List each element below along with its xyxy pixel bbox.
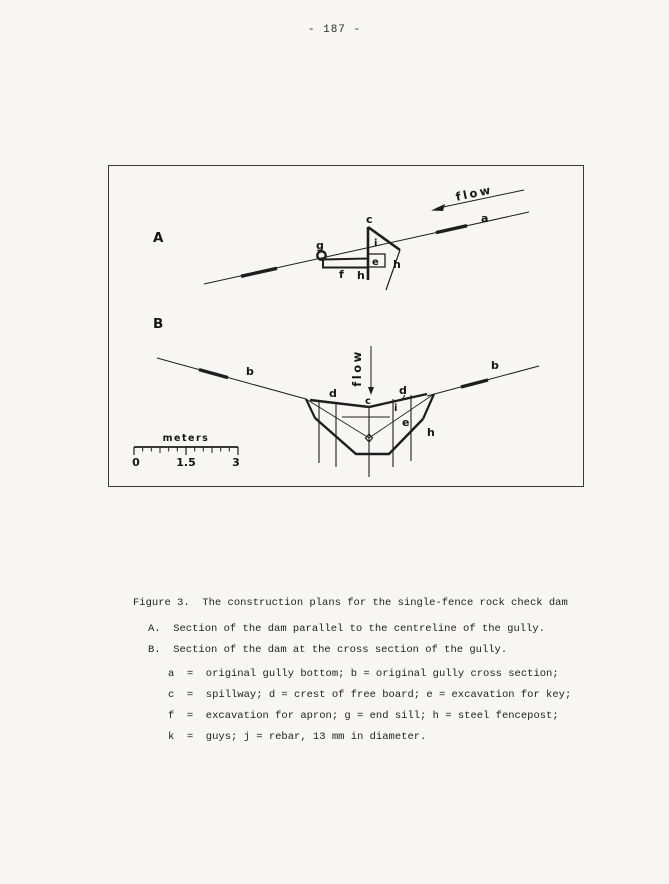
scale-tick-0: 0 bbox=[132, 456, 140, 469]
label-h-guy-a: h bbox=[393, 258, 401, 271]
label-b-right: b bbox=[491, 359, 499, 372]
label-f-a: f bbox=[339, 268, 344, 281]
panel-a-label: A bbox=[153, 230, 164, 246]
label-c-b: c bbox=[365, 396, 371, 407]
scale-tick-3: 3 bbox=[232, 456, 240, 469]
caption-item-a: A. Section of the dam parallel to the centreline of the gully. bbox=[148, 623, 545, 635]
figure-frame bbox=[108, 165, 584, 487]
figure-legend bbox=[168, 664, 571, 748]
label-e-a: e bbox=[372, 257, 379, 268]
slope-break-left bbox=[199, 370, 228, 378]
ground-break-left bbox=[241, 268, 277, 276]
page-number: - 187 - bbox=[307, 24, 362, 36]
gully-slope-left bbox=[157, 358, 306, 399]
panel-b-labels bbox=[153, 316, 499, 439]
label-b-left: b bbox=[246, 365, 254, 378]
slope-break-right bbox=[461, 380, 488, 387]
figure-drawing bbox=[109, 166, 583, 486]
scale-unit-label: meters bbox=[162, 433, 210, 444]
label-h-post-a: h bbox=[357, 269, 365, 282]
flow-label-a: flow bbox=[454, 182, 494, 204]
label-h-b: h bbox=[427, 426, 435, 439]
figure-caption-title: Figure 3. The construction plans for the single-fence rock check dam bbox=[133, 597, 568, 609]
caption-item-b: B. Section of the dam at the cross section of the gully. bbox=[148, 644, 508, 656]
legend-line-4: k = guys; j = rebar, 13 mm in diameter. bbox=[168, 731, 427, 743]
scale-bar bbox=[134, 447, 238, 455]
legend-line-2: c = spillway; d = crest of free board; e = excavation for key; bbox=[168, 689, 572, 701]
flow-label-b: flow bbox=[350, 349, 364, 387]
scale-tick-1-5: 1.5 bbox=[176, 456, 196, 469]
ground-break-right bbox=[436, 226, 467, 233]
label-a: a bbox=[481, 212, 489, 225]
label-c-a: c bbox=[366, 213, 373, 226]
label-i-a: i bbox=[374, 238, 378, 249]
panel-b-label: B bbox=[153, 316, 164, 332]
label-d-right: d bbox=[399, 384, 407, 397]
label-d-left: d bbox=[329, 387, 337, 400]
panel-b bbox=[157, 346, 539, 477]
legend-line-1: a = original gully bottom; b = original gully cross section; bbox=[168, 668, 559, 680]
panel-a bbox=[204, 190, 529, 290]
label-e-b: e bbox=[402, 416, 410, 429]
label-i-b: i bbox=[394, 403, 398, 414]
label-g-a: g bbox=[316, 239, 324, 252]
legend-line-3: f = excavation for apron; g = end sill; h = steel fencepost; bbox=[168, 710, 559, 722]
flow-arrowhead-a bbox=[431, 204, 445, 211]
apron-a bbox=[323, 259, 368, 268]
flow-arrowhead-b bbox=[368, 387, 374, 395]
